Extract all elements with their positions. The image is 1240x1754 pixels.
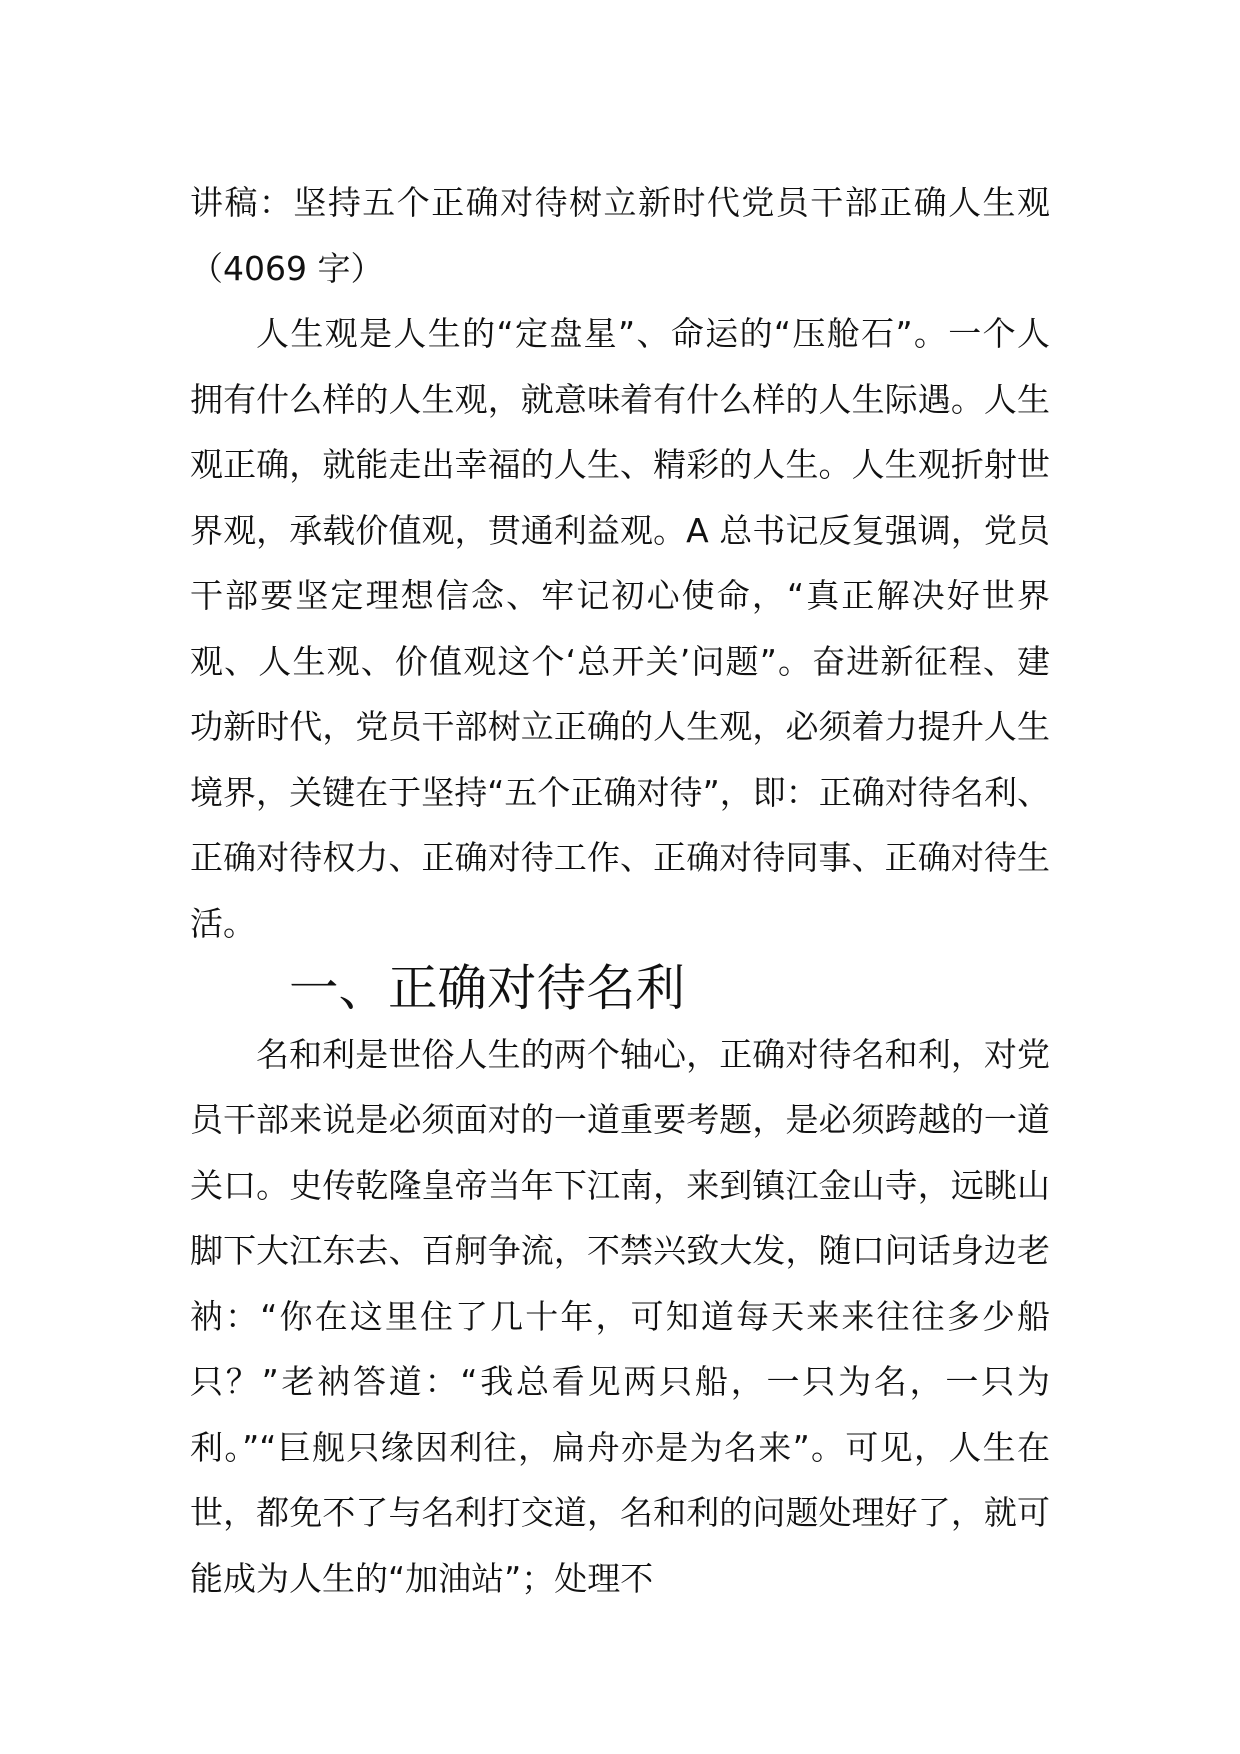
section-heading: 一、正确对待名利 xyxy=(289,959,685,1017)
intro-paragraph: 人生观是人生的“定盘星”、命运的“压舱石”。一个人拥有什么样的人生观，就意味着有什么样的人生际遇。人生观正确，就能走出幸福的人生、精彩的人生。人生观折射世界观，承载价值观，贯通利益观。A 总书记反复强调，党员干部要坚定理想信念、牢记初心使命，“真正解决好世界观、人生观、价值观这个‘总开关’问题”。奋进新征程、建功新时代，党员干部树立正确的人生观，必须着力提升人生境界，关键在于坚持“五个正确对待”，即：正确对待名利、正确对待权力、正确对待工作、正确对待同事、正确对待生活。 xyxy=(190,314,1050,943)
document-body xyxy=(190,170,1050,1611)
document-title: 讲稿：坚持五个正确对待树立新时代党员干部正确人生观（4069 字） xyxy=(190,183,1050,288)
section-paragraph: 名和利是世俗人生的两个轴心，正确对待名和利，对党员干部来说是必须面对的一道重要考题，是必须跨越的一道关口。史传乾隆皇帝当年下江南，来到镇江金山寺，远眺山脚下大江东去、百舸争流，不禁兴致大发，随口问话身边老衲：“你在这里住了几十年，可知道每天来来往往多少船只？”老衲答道：“我总看见两只船，一只为名，一只为利。”“巨舰只缘因利往，扁舟亦是为名来”。可见，人生在世，都免不了与名利打交道，名和利的问题处理好了，就可能成为人生的“加油站”；处理不 xyxy=(190,1034,1050,1598)
